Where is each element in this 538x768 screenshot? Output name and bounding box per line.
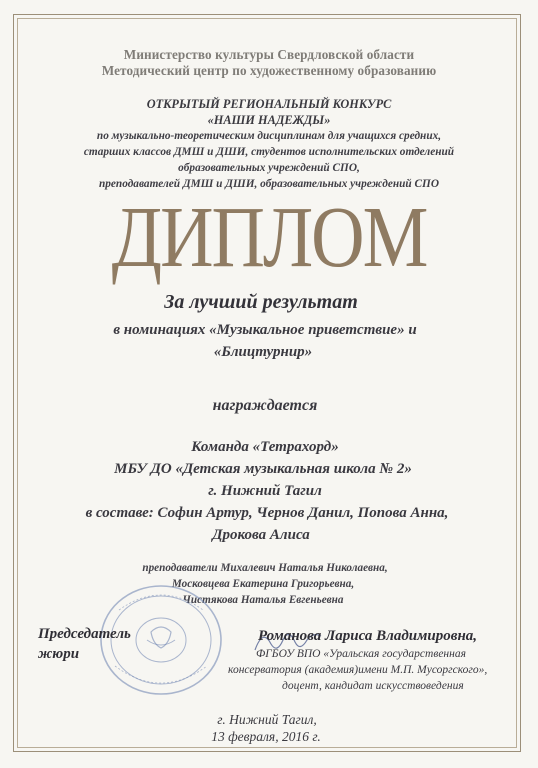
jury-label-line-1: Председатель [38, 626, 131, 642]
awarded-label: награждается [212, 397, 318, 414]
members-line-2: Дрокова Алиса [212, 527, 310, 543]
method-center-line: Методический центр по художественному образованию [101, 63, 437, 78]
jury-chair-name: Романова Лариса Владимировна, [258, 628, 478, 644]
teachers-line-1: преподаватели Михалевич Наталья Николаевна, [142, 562, 388, 574]
nomination-line-2: «Блицтурнир» [213, 344, 313, 360]
jury-label-line-2: жюри [38, 646, 80, 662]
contest-name: «НАШИ НАДЕЖДЫ» [207, 113, 331, 127]
city-name: г. Нижний Тагил [208, 483, 322, 499]
team-name: Команда «Тетрахорд» [191, 439, 339, 455]
footer-date: 13 февраля, 2016 г. [211, 729, 321, 744]
school-name: МБУ ДО «Детская музыкальная школа № 2» [114, 461, 412, 477]
contest-desc-line-3: образовательных учреждений СПО, [178, 162, 360, 174]
jury-chair-info-1: ФГБОУ ВПО «Уральская государственная [256, 648, 466, 660]
jury-chair-info-2: консерватория (академия)имени М.П. Мусоргского», [228, 664, 488, 676]
teachers-line-2: Московцева Екатерина Григорьевна, [171, 578, 355, 590]
footer-place: г. Нижний Тагил, [217, 712, 317, 727]
teachers-line-3: Чистякова Наталья Евгеньевна [182, 594, 344, 606]
ministry-line: Министерство культуры Свердловской области [123, 47, 415, 62]
nomination-line-1: в номинациях «Музыкальное приветствие» и [113, 322, 417, 338]
diploma-title: ДИПЛОМ [111, 189, 427, 287]
jury-chair-info-3: доцент, кандидат искусствоведения [282, 680, 464, 692]
contest-desc-line-4: преподавателей ДМШ и ДШИ, образовательных учреждений СПО [98, 178, 440, 190]
contest-desc-line-2: старших классов ДМШ и ДШИ, студентов исполнительских отделений [83, 146, 455, 158]
contest-desc-line-1: по музыкально-теоретическим дисциплинам для учащихся средних, [96, 130, 442, 142]
members-line-1: в составе: Софин Артур, Чернов Данил, Попова Анна, [85, 505, 449, 521]
contest-type: ОТКРЫТЫЙ РЕГИОНАЛЬНЫЙ КОНКУРС [146, 97, 392, 111]
award-line: За лучший результат [164, 291, 358, 313]
